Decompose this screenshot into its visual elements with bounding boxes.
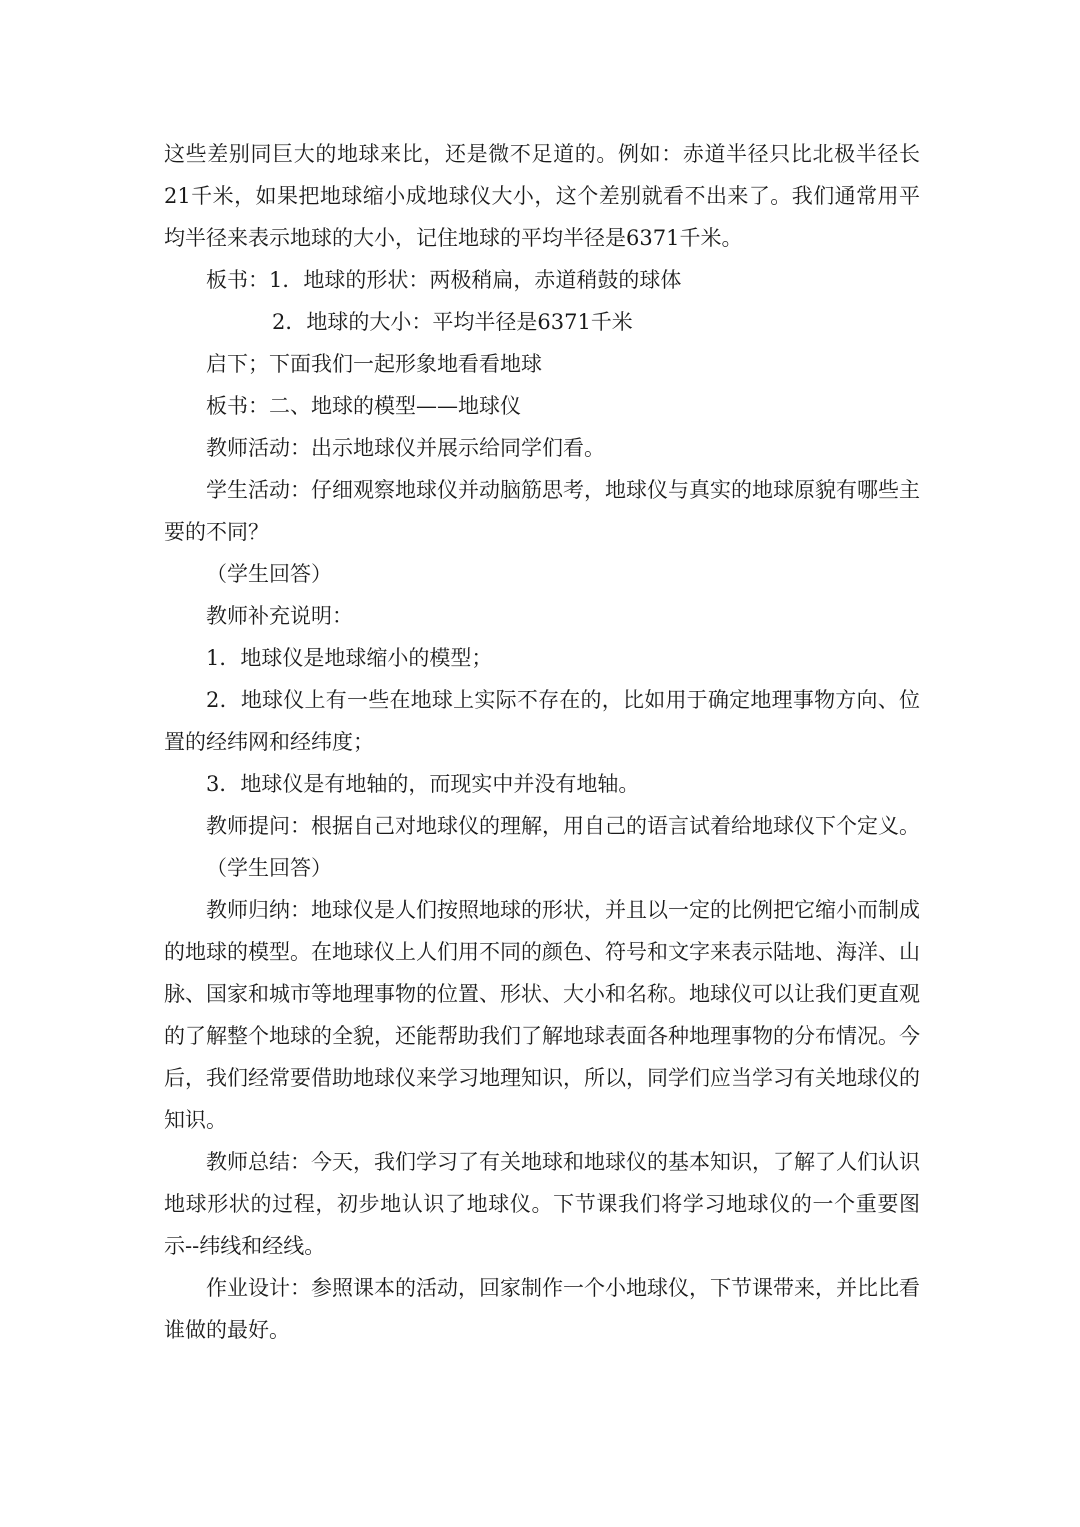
paragraph-teacher-supplement: 教师补充说明： <box>206 604 353 628</box>
paragraph-point-1: 1．地球仪是地球缩小的模型； <box>206 646 493 670</box>
paragraph-board-globe: 板书：二、地球的模型——地球仪 <box>206 394 521 418</box>
paragraph-board-size: 2．地球的大小：平均半径是6371千米 <box>272 310 633 334</box>
paragraph-student-activity: 学生活动：仔细观察地球仪并动脑筋思考，地球仪与真实的地球原貌有哪些主要的不同？ <box>164 478 920 544</box>
paragraph-board-shape: 板书：1．地球的形状：两极稍扁，赤道稍鼓的球体 <box>206 268 682 292</box>
paragraph-teacher-activity: 教师活动：出示地球仪并展示给同学们看。 <box>206 436 605 460</box>
paragraph-point-2: 2．地球仪上有一些在地球上实际不存在的，比如用于确定地理事物方向、位置的经纬网和经纬度； <box>164 688 920 754</box>
paragraph-point-3: 3．地球仪是有地轴的，而现实中并没有地轴。 <box>206 772 640 796</box>
paragraph-student-answer-1: （学生回答） <box>206 562 332 586</box>
paragraph-teacher-question: 教师提问：根据自己对地球仪的理解，用自己的语言试着给地球仪下个定义。 <box>206 814 920 838</box>
paragraph-teacher-conclusion: 教师总结：今天，我们学习了有关地球和地球仪的基本知识，了解了人们认识地球形状的过程，初步地认识了地球仪。下节课我们将学习地球仪的一个重要图示--纬线和经线。 <box>164 1150 920 1258</box>
paragraph-radius-intro: 这些差别同巨大的地球来比，还是微不足道的。例如：赤道半径只比北极半径长21千米，如果把地球缩小成地球仪大小，这个差别就看不出来了。我们通常用平均半径来表示地球的大小，记住地球的平均半径是6371千米。 <box>164 142 920 250</box>
paragraph-homework: 作业设计：参照课本的活动，回家制作一个小地球仪，下节课带来，并比比看谁做的最好。 <box>164 1276 920 1342</box>
paragraph-teacher-summary-definition: 教师归纳：地球仪是人们按照地球的形状，并且以一定的比例把它缩小而制成的地球的模型。在地球仪上人们用不同的颜色、符号和文字来表示陆地、海洋、山脉、国家和城市等地理事物的位置、形状、大小和名称。地球仪可以让我们更直观的了解整个地球的全貌，还能帮助我们了解地球表面各种地理事物的分布情况。今后，我们经常要借助地球仪来学习地理知识，所以，同学们应当学习有关地球仪的知识。 <box>164 898 920 1132</box>
paragraph-transition: 启下；下面我们一起形象地看看地球 <box>206 352 542 376</box>
document-body <box>164 133 920 1351</box>
paragraph-student-answer-2: （学生回答） <box>206 856 332 880</box>
